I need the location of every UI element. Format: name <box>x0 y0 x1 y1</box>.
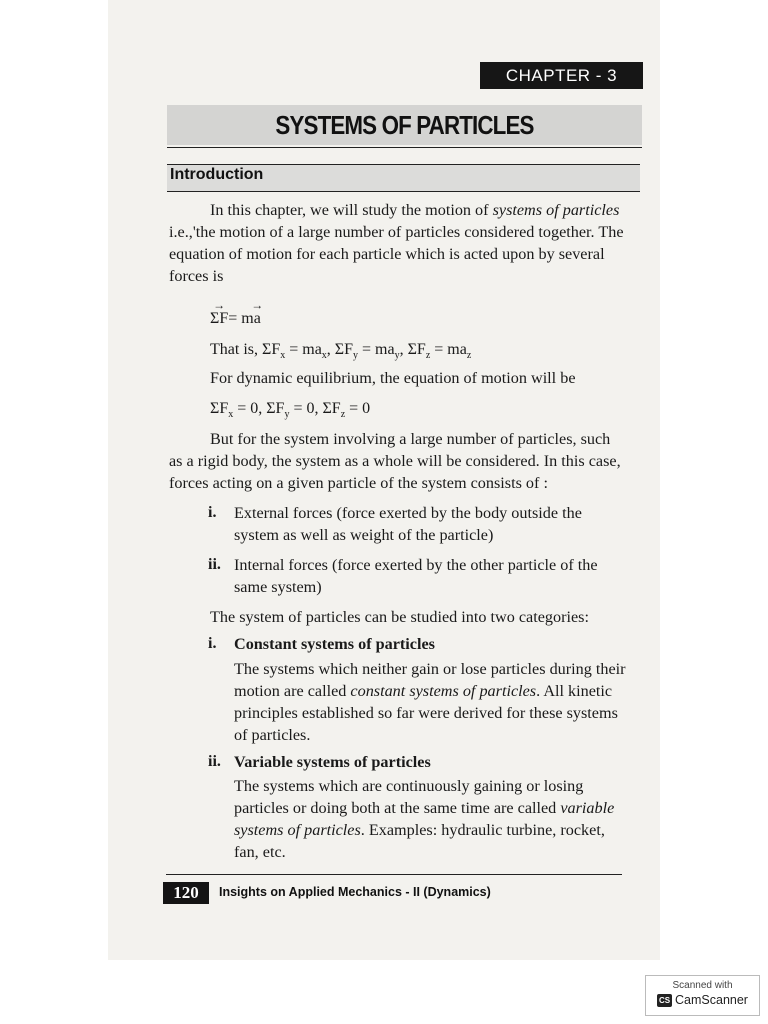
list-number: ii. <box>208 753 221 770</box>
para2-line2: as a rigid body, the system as a whole will be considered. In this case, <box>169 452 621 470</box>
para1-line4: forces is <box>169 267 224 285</box>
force-external-line2: system as well as weight of the particle) <box>234 526 494 544</box>
list-number: i. <box>208 504 217 521</box>
book-title: Insights on Applied Mechanics - II (Dynamics) <box>219 885 491 899</box>
variable-line1: The systems which are continuously gaining or losing <box>234 777 584 795</box>
vec-force: → ΣF <box>210 310 228 328</box>
force-external-line1: External forces (force exerted by the body outside the <box>234 504 582 522</box>
para1-text: In this chapter, we will study the motion of <box>210 201 493 219</box>
page-number: 120 <box>163 882 209 904</box>
vec-accel: → a <box>254 310 261 328</box>
equation-equilibrium: $\Sigma F_x = 0$, $\Sigma F_y = 0$, $\Sigma F_z = 0$ <box>210 400 371 421</box>
dynamic-equilibrium-text: For dynamic equilibrium, the equation of motion will be <box>210 369 576 387</box>
para1-line3: equation of motion for each particle which is acted upon by several <box>169 245 605 263</box>
list-number: i. <box>208 635 217 652</box>
variable-line2 <box>234 799 614 818</box>
variable-line3 <box>234 821 605 840</box>
page-title: SYSTEMS OF PARTICLES <box>275 109 534 140</box>
constant-line2 <box>234 682 612 701</box>
eq-prefix: That is, <box>210 341 262 358</box>
variable-text: particles or doing both at the same time are called <box>234 799 561 817</box>
variable-italic: variable <box>560 799 615 817</box>
footer-rule <box>166 874 622 875</box>
camscanner-label: CamScanner <box>675 993 748 1007</box>
constant-text: motion are called <box>234 682 351 700</box>
category-title-constant: Constant systems of particles <box>234 635 435 653</box>
force-internal-line1: Internal forces (force exerted by the other particle of the <box>234 556 598 574</box>
chapter-label: CHAPTER - 3 <box>480 62 643 89</box>
title-underline <box>167 147 642 148</box>
eq-mass: = m <box>228 310 254 327</box>
para1-line1 <box>210 201 619 220</box>
section-heading: Introduction <box>170 166 264 183</box>
constant-line1: The systems which neither gain or lose particles during their <box>234 660 626 678</box>
scanned-with-text: Scanned with <box>672 980 733 991</box>
variable-line4: fan, etc. <box>234 843 286 861</box>
variable-text: . Examples: hydraulic turbine, rocket, <box>360 821 605 839</box>
equation-newton <box>210 310 261 328</box>
equation-components: That is, $\Sigma F_x = ma_x$, $\Sigma F_y = ma_y$, $\Sigma F_z = ma_z$ <box>210 341 472 362</box>
constant-italic: constant systems of particles <box>350 682 537 700</box>
para2-line1: But for the system involving a large number of particles, such <box>210 430 611 448</box>
constant-line4: of particles. <box>234 726 311 744</box>
camscanner-brand <box>646 993 759 1007</box>
categories-intro: The system of particles can be studied into two categories: <box>210 608 589 626</box>
category-title-variable: Variable systems of particles <box>234 753 431 771</box>
force-internal-line2: same system) <box>234 578 322 596</box>
para1-line2: i.e.,'the motion of a large number of particles considered together. The <box>169 223 624 241</box>
para1-italic: systems of particles <box>492 201 620 219</box>
camscanner-icon: CS <box>658 995 671 1005</box>
constant-text: . All kinetic <box>536 682 613 700</box>
para2-line3: forces acting on a given particle of the system consists of : <box>169 474 548 492</box>
variable-italic: systems of particles <box>234 821 361 839</box>
camscanner-badge <box>645 975 760 1016</box>
list-number: ii. <box>208 556 221 573</box>
constant-line3: principles established so far were derived for these systems <box>234 704 618 722</box>
